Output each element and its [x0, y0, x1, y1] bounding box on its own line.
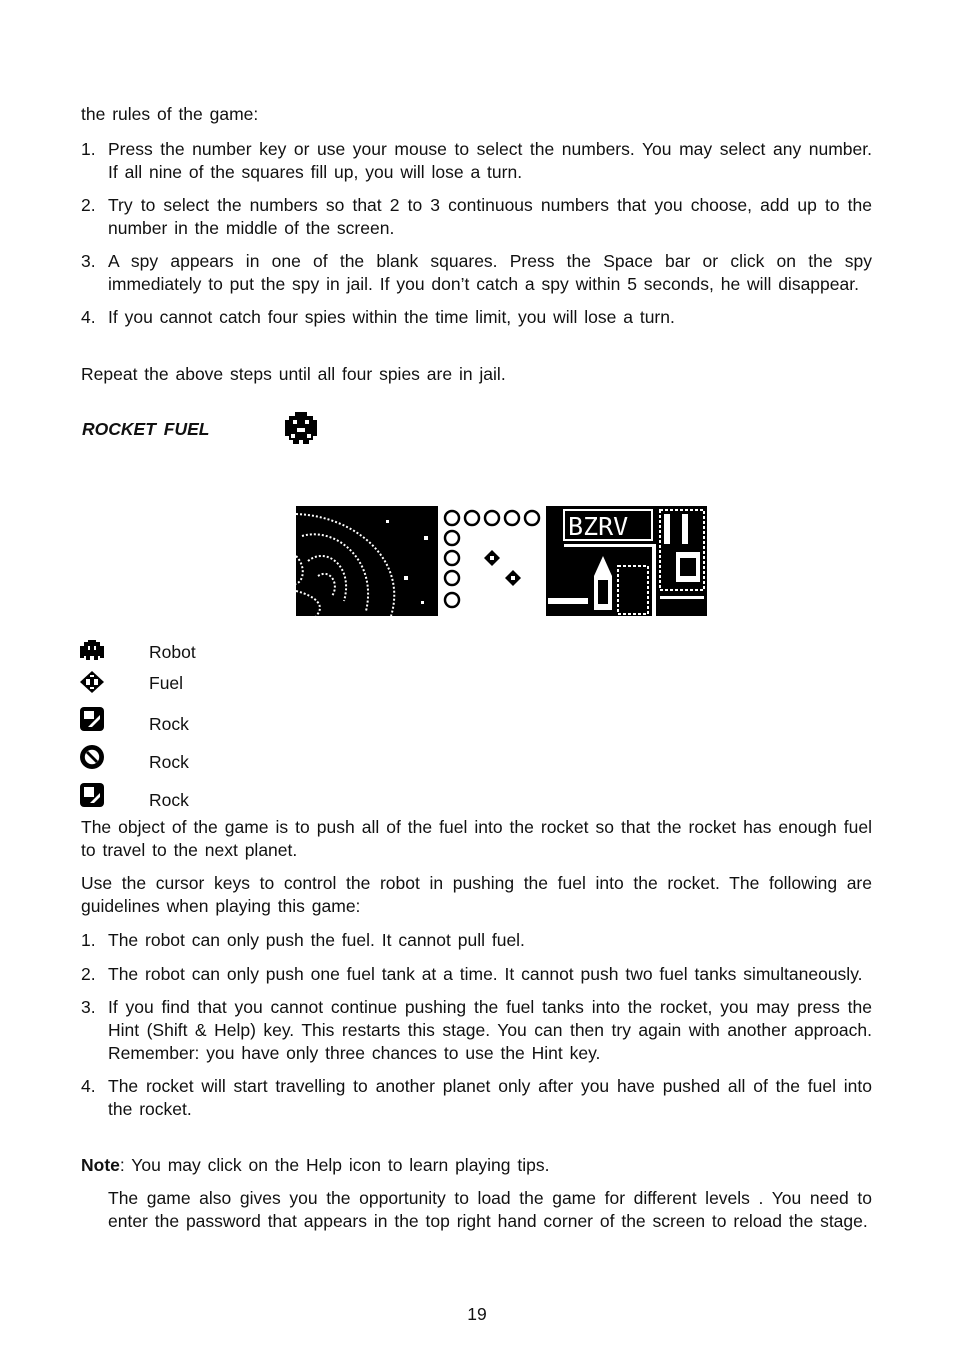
list-item: [81, 996, 872, 1065]
spy-rules-list: [81, 138, 872, 329]
game-screenshot: [296, 506, 707, 616]
password-paragraph: The game also gives you the opportunity to load the game for different levels . You need to enter the password that appears in the top right hand corner of the screen to reload the stage.: [108, 1188, 872, 1231]
list-text: The robot can only push one fuel tank at a time. It cannot push two fuel tanks simultaneously.: [108, 964, 863, 984]
list-text: The robot can only push the fuel. It cannot pull fuel.: [108, 930, 525, 950]
list-number: 1.: [81, 139, 96, 159]
list-number: 2.: [81, 195, 96, 215]
robot-icon: [80, 640, 104, 660]
list-number: 3.: [81, 997, 96, 1017]
rocket-fuel-game-icon: [285, 412, 317, 444]
repeat-text: Repeat the above steps until all four spies are in jail.: [81, 364, 506, 384]
list-text: If you find that you cannot continue pushing the fuel tanks into the rocket, you may press the Hint (Shift & Help) key. This restarts this stage. You can then try again with another approach. Remember: you have only three chances to use the Hint key.: [108, 997, 872, 1063]
page-number: 19: [467, 1304, 487, 1324]
list-text: A spy appears in one of the blank squares. Press the Space bar or click on the spy immediately to put the spy in jail. If you don’t catch a spy within 5 seconds, he will disappear.: [108, 251, 872, 294]
list-item: [81, 306, 872, 329]
list-item: [81, 963, 872, 986]
list-number: 4.: [81, 307, 96, 327]
list-item: [81, 929, 872, 952]
legend-label: Rock: [149, 790, 189, 810]
fuel-rules-list: [81, 929, 872, 1121]
list-text: If you cannot catch four spies within the time limit, you will lose a turn.: [108, 307, 675, 327]
intro-text: the rules of the game:: [81, 104, 259, 124]
rock-icon: [80, 783, 104, 807]
rock-round-icon: [80, 745, 104, 769]
password-text: BZRV: [568, 512, 629, 541]
note-text: : You may click on the Help icon to learn playing tips.: [119, 1155, 550, 1175]
object-paragraph: The object of the game is to push all of the fuel into the rocket so that the rocket has enough fuel to travel to the next planet.: [81, 817, 872, 860]
list-number: 4.: [81, 1076, 96, 1096]
list-number: 1.: [81, 930, 96, 950]
legend-label: Rock: [149, 752, 189, 772]
legend-label: Rock: [149, 714, 189, 734]
rock-icon: [80, 707, 104, 731]
list-item: [81, 250, 872, 296]
note-label: Note: [81, 1155, 120, 1175]
legend-label: Fuel: [149, 673, 184, 693]
legend-label: Robot: [149, 642, 196, 662]
cursor-paragraph: Use the cursor keys to control the robot in pushing the fuel into the rocket. The following are guidelines when playing this game:: [81, 873, 872, 916]
list-item: [81, 194, 872, 240]
note-paragraph: [81, 1154, 872, 1177]
list-text: Press the number key or use your mouse to select the numbers. You may select any number. If all nine of the squares fill up, you will lose a turn.: [108, 139, 872, 182]
list-text: Try to select the numbers so that 2 to 3 continuous numbers that you choose, add up to the number in the middle of the screen.: [108, 195, 872, 238]
list-number: 2.: [81, 964, 96, 984]
list-number: 3.: [81, 251, 96, 271]
list-item: [81, 138, 872, 184]
section-title: ROCKET FUEL: [82, 419, 210, 439]
list-text: The rocket will start travelling to another planet only after you have pushed all of the fuel into the rocket.: [108, 1076, 872, 1119]
list-item: [81, 1075, 872, 1121]
fuel-icon: [80, 671, 104, 693]
